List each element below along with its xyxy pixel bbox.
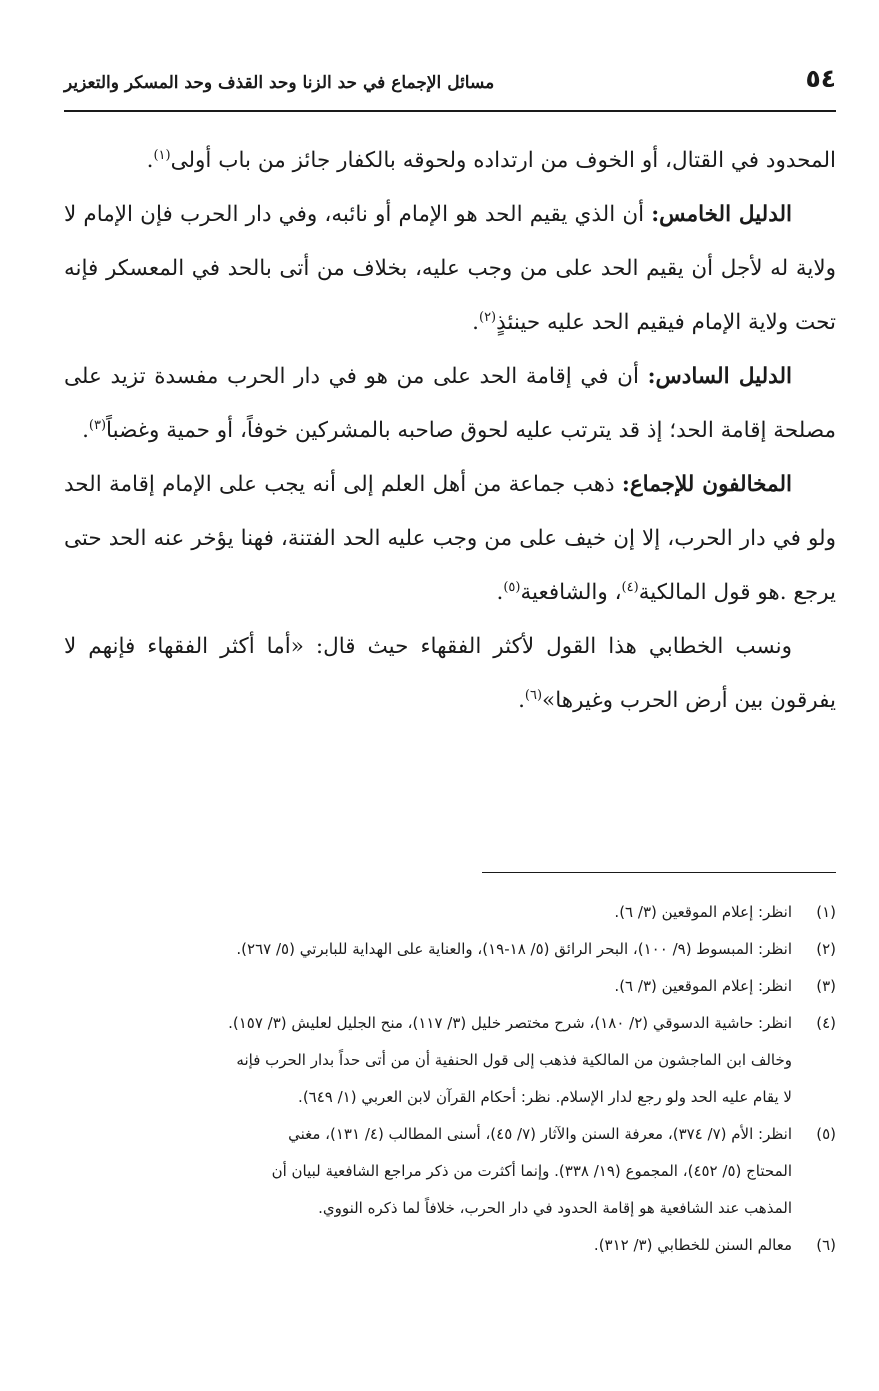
footnote-number: (٢)	[816, 940, 836, 958]
footnote-ref: (١)	[153, 147, 171, 163]
footnote-4	[64, 1005, 836, 1116]
paragraph-tail: .	[518, 688, 525, 713]
paragraph-text: أن في إقامة الحد على من هو في دار الحرب مفسدة تزيد على مصلحة إقامة الحد؛ إذ قد يترتب عليه لحوق صاحبه بالمشركين خوفاً، أو حمية وغضباً	[64, 364, 836, 443]
footnote-1	[64, 894, 836, 931]
footnote-number: (٦)	[816, 1236, 836, 1254]
footnote-line: المحتاج (٥/ ٤٥٢)، المجموع (١٩/ ٣٣٨). وإنما أكثرت من ذكر مراجع الشافعية لبيان أن	[271, 1162, 792, 1180]
paragraph-lead: الدليل السادس:	[647, 364, 792, 389]
paragraph-1	[64, 134, 836, 188]
footnotes	[64, 894, 836, 1264]
footnote-line: وخالف ابن الماجشون من المالكية فذهب إلى قول الحنفية أن من أتى حداً بدار الحرب فإنه	[236, 1051, 792, 1069]
footnote-3	[64, 968, 836, 1005]
paragraph-4	[64, 458, 836, 620]
paragraph-tail: .	[472, 310, 479, 335]
footnote-ref: (٤)	[621, 579, 639, 595]
footnote-2	[64, 931, 836, 968]
footnote-5	[64, 1116, 836, 1227]
footnote-number: (٤)	[816, 1014, 836, 1032]
running-title: مسائل الإجماع في حد الزنا وحد القذف وحد المسكر والتعزير	[64, 73, 495, 93]
footnote-line: المذهب عند الشافعية هو إقامة الحدود في دار الحرب، خلافاً لما ذكره النووي.	[318, 1199, 792, 1217]
footnote-number: (٥)	[816, 1125, 836, 1143]
footnote-line: انظر: الأم (٧/ ٣٧٤)، معرفة السنن والآثار (٧/ ٤٥)، أسنى المطالب (٤/ ١٣١)، مغني	[288, 1125, 792, 1143]
paragraph-tail: .	[82, 418, 89, 443]
footnote-line: انظر: إعلام الموقعين (٣/ ٦).	[614, 977, 792, 995]
footnote-separator	[482, 872, 836, 873]
paragraph-5	[64, 620, 836, 728]
footnote-line: انظر: المبسوط (٩/ ١٠٠)، البحر الرائق (٥/ ١٨-١٩)، والعناية على الهداية للبابرتي (٥/ ٢٦٧).	[236, 940, 792, 958]
footnote-line: لا يقام عليه الحد ولو رجع لدار الإسلام. نظر: أحكام القرآن لابن العربي (١/ ٦٤٩).	[298, 1088, 792, 1106]
paragraph-tail: .	[146, 148, 154, 173]
footnote-ref: (٥)	[503, 579, 521, 595]
paragraph-2	[64, 188, 836, 350]
paragraph-text: أن الذي يقيم الحد هو الإمام أو نائبه، وفي دار الحرب فإن الإمام لا ولاية له لأجل أن يقيم الحد على من وجب عليه، بخلاف من أتى بالحد في المعسكر فإنه تحت ولاية الإمام فيقيم الحد عليه حينئذٍ	[64, 202, 836, 335]
footnote-line: انظر: حاشية الدسوقي (٢/ ١٨٠)، شرح مختصر خليل (٣/ ١١٧)، منح الجليل لعليش (٣/ ١٥٧).	[228, 1014, 792, 1032]
paragraph-text: ذهب جماعة من أهل العلم إلى أنه يجب على الإمام إقامة الحد ولو في دار الحرب، إلا إن خيف على من وجب عليه الحد الفتنة، فهنا يؤخر عنه الحد حتى يرجع .هو قول المالكية	[64, 472, 836, 605]
header-rule	[64, 110, 836, 112]
footnote-6	[64, 1227, 836, 1264]
paragraph-mid: ، والشافعية	[520, 580, 622, 605]
footnote-line: معالم السنن للخطابي (٣/ ٣١٢).	[593, 1236, 792, 1254]
footnote-line: انظر: إعلام الموقعين (٣/ ٦).	[614, 903, 792, 921]
footnote-ref: (٢)	[478, 309, 497, 325]
footnote-number: (١)	[816, 903, 836, 921]
footnote-ref: (٣)	[88, 417, 107, 433]
paragraph-tail: .	[496, 580, 504, 605]
paragraph-lead: الدليل الخامس:	[651, 202, 792, 227]
page-number: ٥٤	[805, 64, 836, 93]
footnote-number: (٣)	[816, 977, 836, 995]
main-text	[64, 134, 836, 728]
paragraph-3	[64, 350, 836, 458]
paragraph-lead: المخالفون للإجماع:	[621, 472, 792, 497]
paragraph-text: المحدود في القتال، أو الخوف من ارتداده ولحوقه بالكفار جائز من باب أولى	[170, 148, 836, 173]
page-header	[64, 62, 836, 102]
paragraph-text: ونسب الخطابي هذا القول لأكثر الفقهاء حيث قال: «أما أكثر الفقهاء فإنهم لا يفرقون بين أرض الحرب وغيرها»	[64, 634, 836, 713]
footnote-ref: (٦)	[524, 687, 543, 703]
